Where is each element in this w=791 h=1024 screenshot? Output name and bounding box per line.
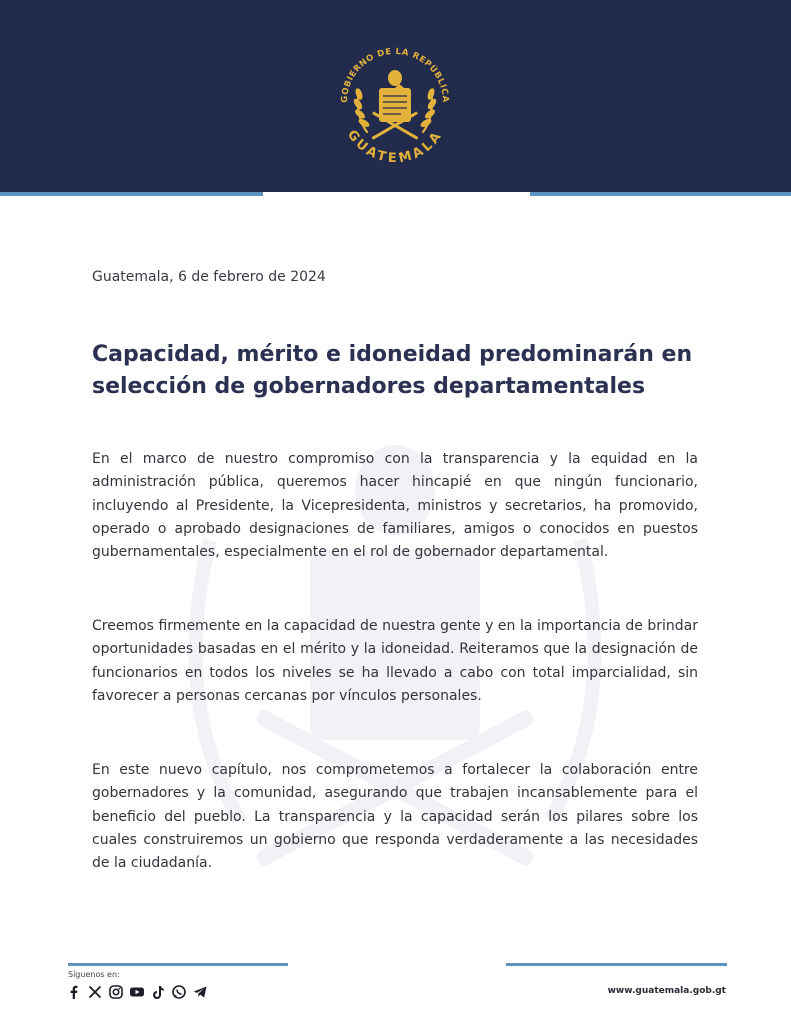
whatsapp-icon[interactable] (171, 984, 187, 1000)
document-date: Guatemala, 6 de febrero de 2024 (92, 269, 326, 285)
title-line-1: Capacidad, mérito e idoneidad predominarán en (92, 342, 693, 367)
svg-text:GUATEMALA: GUATEMALA (343, 127, 447, 167)
x-icon[interactable] (87, 984, 103, 1000)
social-links (66, 984, 208, 1000)
website-link[interactable]: www.guatemala.gob.gt (607, 986, 726, 996)
government-emblem-icon (325, 28, 465, 168)
header-banner (0, 0, 791, 192)
tiktok-icon[interactable] (150, 984, 166, 1000)
title-line-2: selección de gobernadores departamentales (92, 374, 646, 399)
header-divider-right (530, 192, 791, 196)
header-divider-left (0, 192, 263, 196)
follow-label: Síguenos en: (68, 970, 120, 979)
youtube-icon[interactable] (129, 984, 145, 1000)
footer-divider-right (506, 963, 727, 966)
footer-divider-left (68, 963, 288, 966)
telegram-icon[interactable] (192, 984, 208, 1000)
paragraph-2: Creemos firmemente en la capacidad de nuestra gente y en la importancia de brindar oportunidades basadas en el mérito y la idoneidad. Reiteramos que la designación de funcionarios en todos los niveles se ha llevado a cabo con total imparcialidad, sin favorecer a personas cercanas por vínculos personales. (92, 618, 698, 704)
facebook-icon[interactable] (66, 984, 82, 1000)
paragraph-1: En el marco de nuestro compromiso con la transparencia y la equidad en la administración pública, queremos hacer hincapié en que ningún funcionario, incluyendo al Presidente, la Vicepresidenta, ministros y secretarios, ha promovido, operado o aprobado designaciones de familiares, amigos o conocidos en puestos gubernamentales, especialmente en el rol de gobernador departamental. (92, 451, 698, 561)
instagram-icon[interactable] (108, 984, 124, 1000)
paragraph-3: En este nuevo capítulo, nos comprometemos a fortalecer la colaboración entre gobernadores y la comunidad, asegurando que trabajen incansablemente para el beneficio del pueblo. La transparencia y la capacidad serán los pilares sobre los cuales construiremos un gobierno que responda verdaderamente a las necesidades de la ciudadanía. (92, 762, 698, 872)
svg-text:GOBIERNO DE LA REPÚBLICA: GOBIERNO DE LA REPÚBLICA (339, 46, 451, 104)
document-title (92, 339, 712, 403)
